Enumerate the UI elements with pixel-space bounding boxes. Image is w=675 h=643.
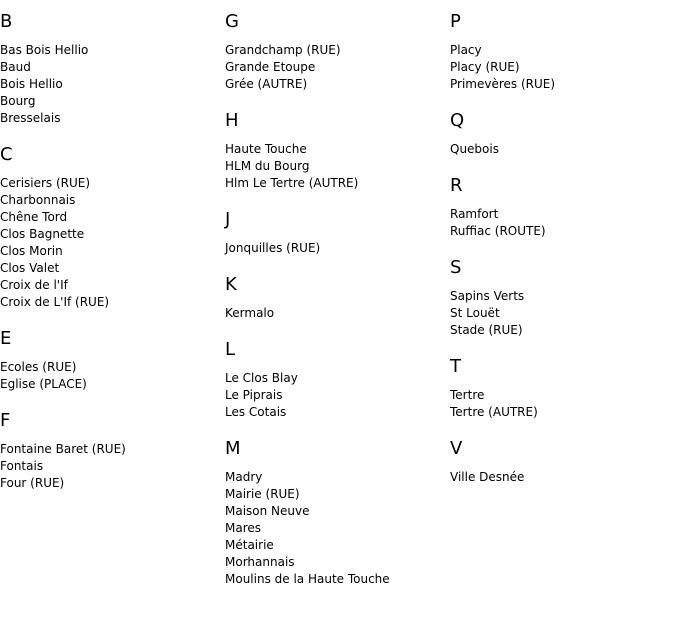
street-link[interactable]: Les Cotais [225, 405, 287, 419]
street-link[interactable]: Fontais [0, 459, 44, 473]
street-link[interactable]: Hlm Le Tertre (AUTRE) [225, 176, 359, 190]
letter-heading: J [225, 209, 231, 230]
street-link[interactable]: Tertre [450, 388, 485, 402]
street-link[interactable]: Baud [0, 60, 31, 74]
street-link[interactable]: Clos Bagnette [0, 227, 85, 241]
street-link[interactable]: Le Clos Blay [225, 371, 298, 385]
street-link[interactable]: Eglise (PLACE) [0, 377, 87, 391]
street-link[interactable]: Métairie [225, 538, 274, 552]
street-list [225, 240, 445, 257]
street-link[interactable]: Ramfort [450, 207, 499, 221]
letter-group [225, 11, 445, 93]
street-link[interactable]: Croix de l'If [0, 278, 68, 292]
street-list [0, 42, 220, 127]
street-link[interactable]: Fontaine Baret (RUE) [0, 442, 126, 456]
letter-group [225, 339, 445, 421]
street-link[interactable]: Tertre (AUTRE) [450, 405, 538, 419]
street-link[interactable]: Madry [225, 470, 263, 484]
street-link[interactable]: Mairie (RUE) [225, 487, 300, 501]
letter-heading: V [450, 438, 463, 459]
index-column-3 [450, 11, 670, 503]
street-list [450, 469, 670, 486]
street-list [225, 141, 445, 192]
street-link[interactable]: Clos Morin [0, 244, 63, 258]
street-link[interactable]: Placy [450, 43, 482, 57]
letter-heading: T [450, 356, 461, 377]
street-link[interactable]: Cerisiers (RUE) [0, 176, 91, 190]
street-link[interactable]: Clos Valet [0, 261, 60, 275]
street-link[interactable]: Grandchamp (RUE) [225, 43, 341, 57]
letter-heading: R [450, 175, 463, 196]
street-list [225, 305, 445, 322]
street-list [450, 387, 670, 421]
letter-group [0, 410, 220, 492]
street-link[interactable]: Morhannais [225, 555, 295, 569]
letter-heading: G [225, 11, 239, 32]
street-list [225, 469, 445, 588]
letter-group [450, 110, 670, 158]
street-link[interactable]: Jonquilles (RUE) [225, 241, 321, 255]
letter-heading: Q [450, 110, 465, 131]
street-link[interactable]: Kermalo [225, 306, 275, 320]
street-list [0, 359, 220, 393]
letter-heading: K [225, 274, 237, 295]
street-link[interactable]: Moulins de la Haute Touche [225, 572, 390, 586]
letter-group [225, 438, 445, 588]
street-list [225, 370, 445, 421]
street-link[interactable]: Stade (RUE) [450, 323, 523, 337]
street-list [450, 206, 670, 240]
street-link[interactable]: Charbonnais [0, 193, 76, 207]
street-link[interactable]: Haute Touche [225, 142, 307, 156]
index-column-1 [0, 11, 220, 509]
letter-heading: S [450, 257, 462, 278]
street-list [225, 42, 445, 93]
letter-group [450, 438, 670, 486]
street-link[interactable]: Sapins Verts [450, 289, 525, 303]
letter-group [0, 11, 220, 127]
street-link[interactable]: St Louët [450, 306, 500, 320]
street-list [450, 141, 670, 158]
letter-heading: F [0, 410, 11, 431]
letter-heading: M [225, 438, 241, 459]
letter-heading: E [0, 328, 12, 349]
index-column-2 [225, 11, 445, 605]
street-link[interactable]: Ville Desnée [450, 470, 525, 484]
street-list [0, 175, 220, 311]
letter-group [0, 144, 220, 311]
street-link[interactable]: Ecoles (RUE) [0, 360, 77, 374]
street-link[interactable]: Placy (RUE) [450, 60, 520, 74]
letter-heading: P [450, 11, 461, 32]
street-link[interactable]: Grande Etoupe [225, 60, 316, 74]
letter-group [225, 209, 445, 257]
letter-group [450, 175, 670, 240]
letter-group [450, 11, 670, 93]
street-link[interactable]: Le Piprais [225, 388, 283, 402]
letter-heading: B [0, 11, 13, 32]
street-link[interactable]: Chêne Tord [0, 210, 68, 224]
street-link[interactable]: Four (RUE) [0, 476, 65, 490]
street-link[interactable]: Bresselais [0, 111, 61, 125]
street-link[interactable]: Bois Hellio [0, 77, 63, 91]
street-list [450, 42, 670, 93]
street-link[interactable]: Croix de L'If (RUE) [0, 295, 110, 309]
street-link[interactable]: HLM du Bourg [225, 159, 310, 173]
street-list [0, 441, 220, 492]
letter-heading: L [225, 339, 236, 360]
street-list [450, 288, 670, 339]
letter-heading: H [225, 110, 239, 131]
letter-group [225, 274, 445, 322]
street-link[interactable]: Primevères (RUE) [450, 77, 556, 91]
letter-group [0, 328, 220, 393]
street-link[interactable]: Bourg [0, 94, 36, 108]
letter-group [225, 110, 445, 192]
street-link[interactable]: Bas Bois Hellio [0, 43, 89, 57]
letter-group [450, 356, 670, 421]
street-link[interactable]: Maison Neuve [225, 504, 310, 518]
street-link[interactable]: Mares [225, 521, 262, 535]
street-link[interactable]: Ruffiac (ROUTE) [450, 224, 546, 238]
street-link[interactable]: Quebois [450, 142, 499, 156]
letter-group [450, 257, 670, 339]
letter-heading: C [0, 144, 13, 165]
street-link[interactable]: Grée (AUTRE) [225, 77, 308, 91]
